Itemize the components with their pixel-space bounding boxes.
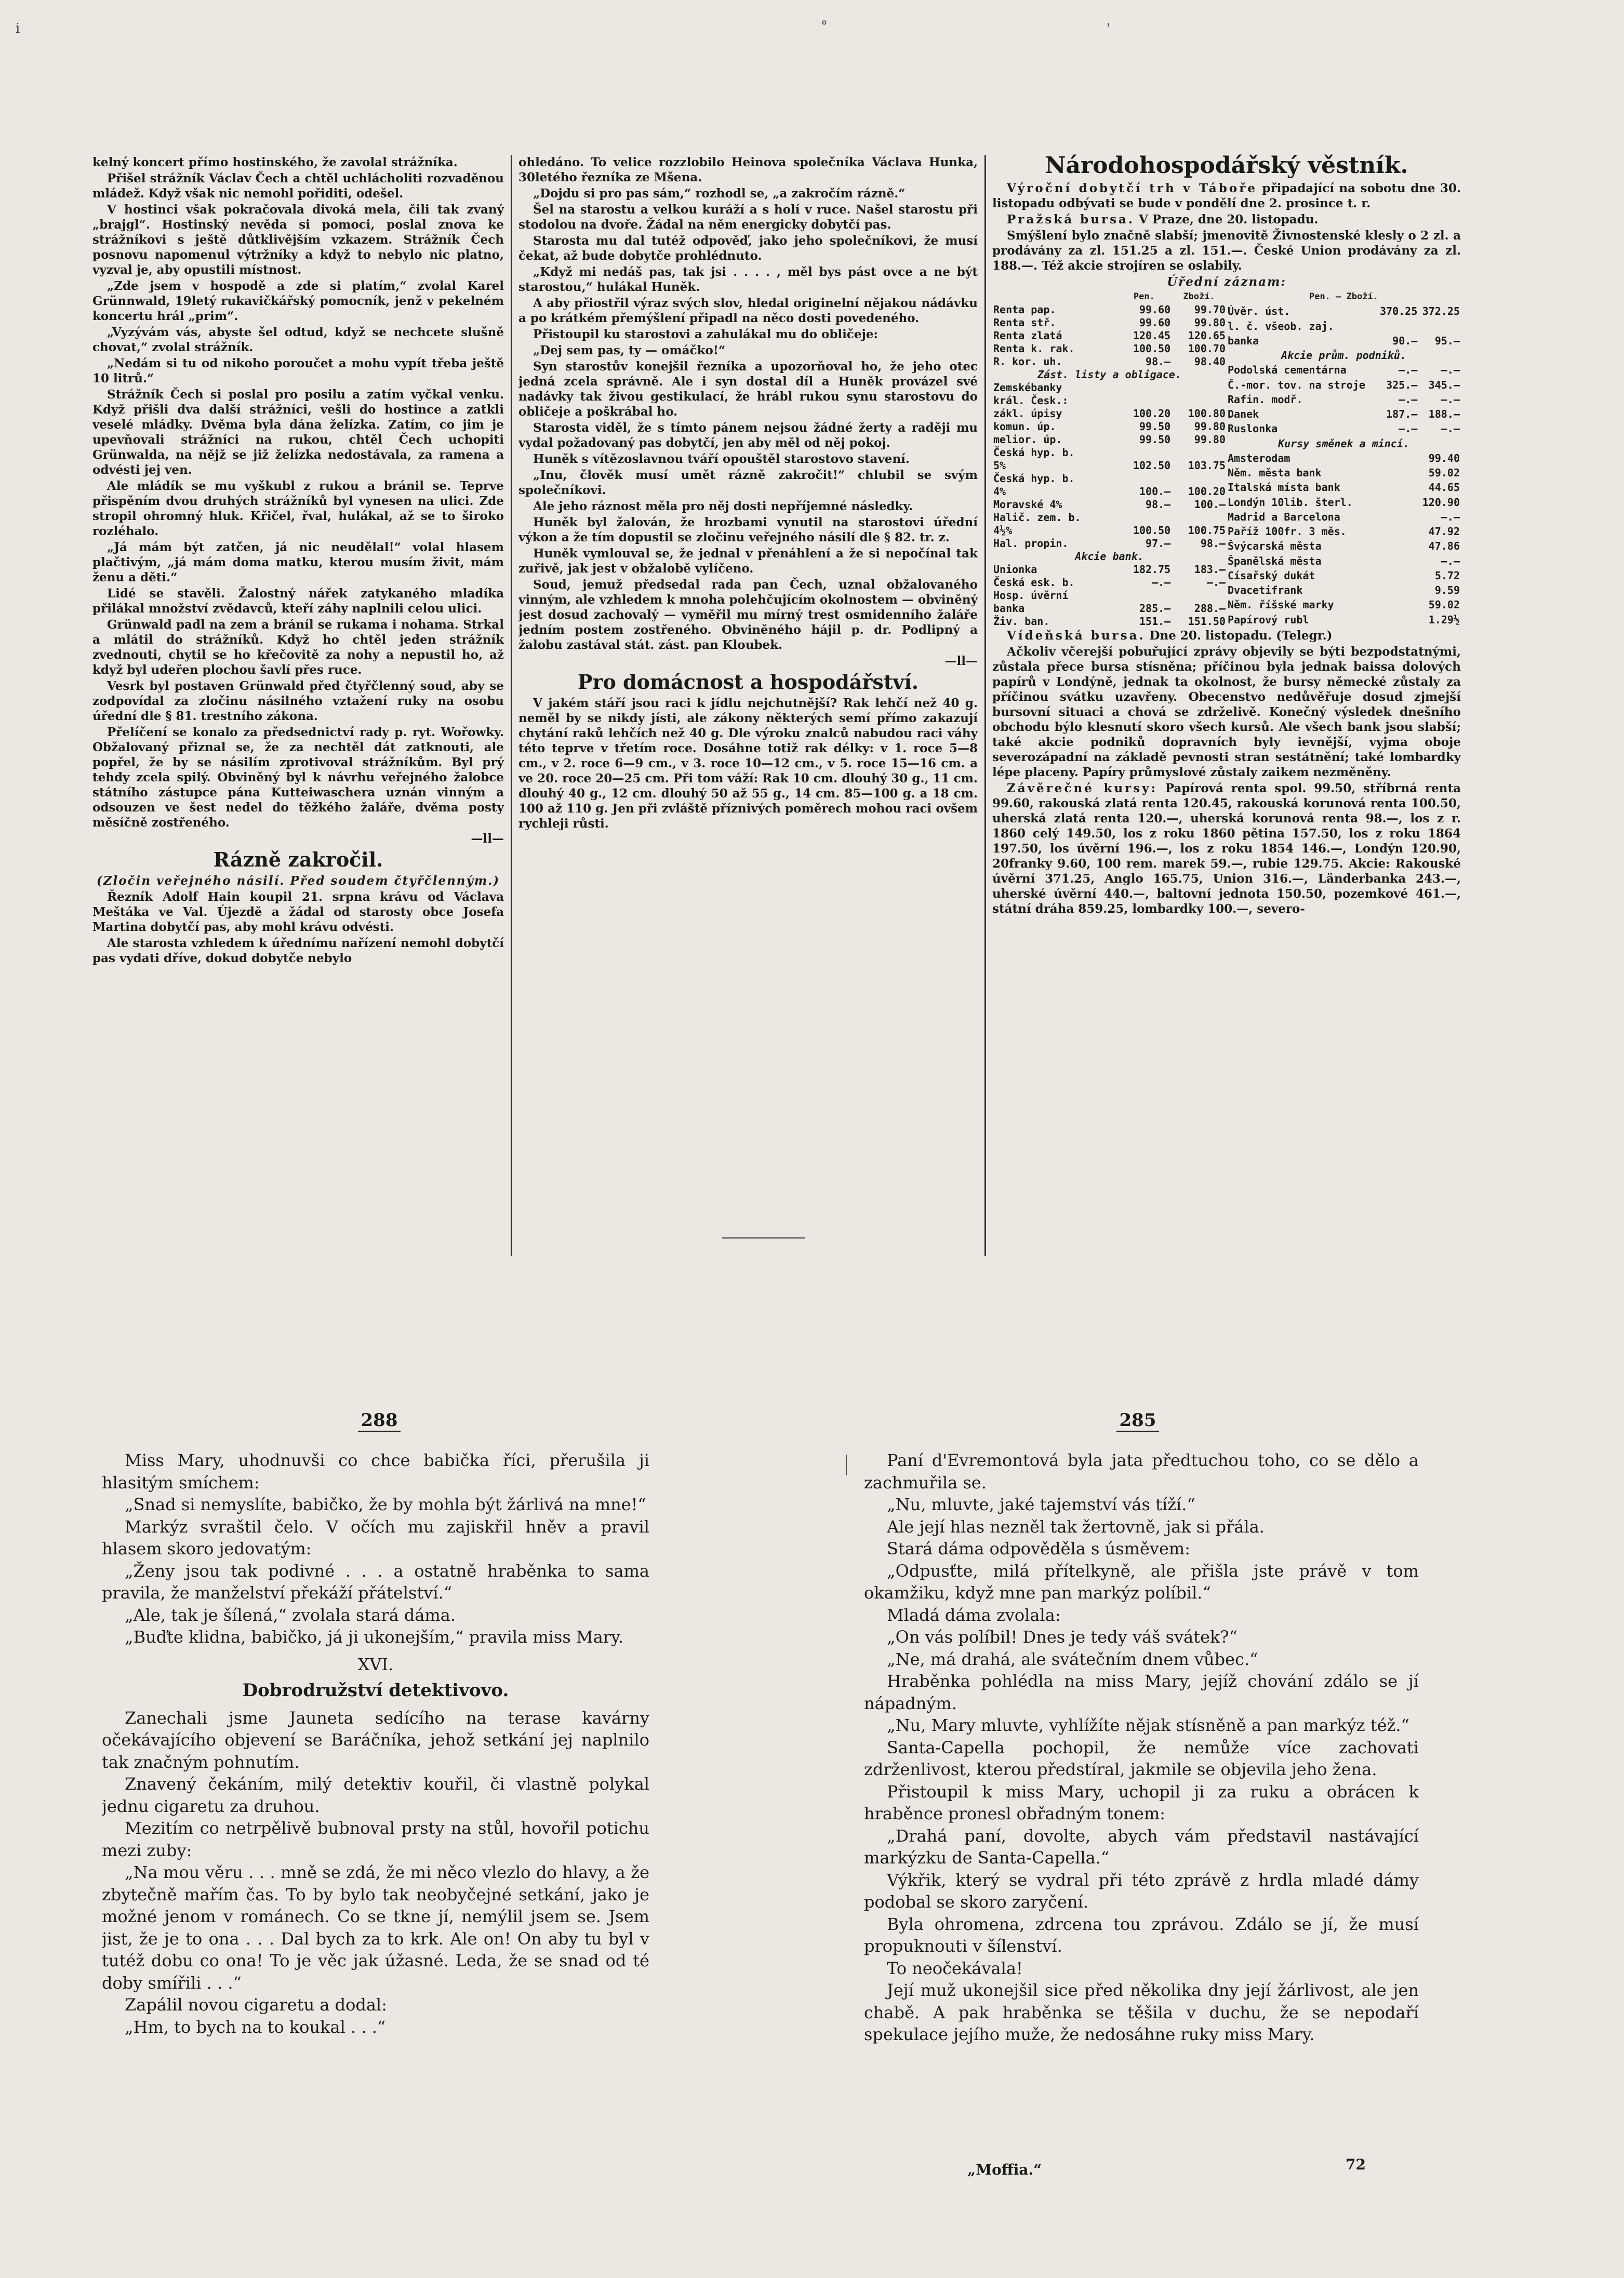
price-cell: 370.25 — [1380, 305, 1418, 318]
col1-paragraph: Ale starosta vzhledem k úřednímu nařízení nemohl dobytčí pas vydati dříve, dokud dobytče nebylo — [92, 936, 504, 965]
price-cell: —.— — [1399, 422, 1418, 435]
price-cell — [1376, 569, 1419, 584]
price-cell — [1172, 381, 1227, 394]
col1-paragraph: „Nedám si tu od nikoho poroučet a mohu vypít třeba ještě 10 litrů.“ — [92, 356, 504, 385]
price-cell — [1376, 452, 1419, 467]
price-cell: 98.— — [1146, 355, 1171, 368]
price-cell: 120.45 — [1133, 329, 1171, 342]
novel-paragraph: Hraběnka pohlédla na miss Mary, jejíž chování zdálo se jí nápadným. — [864, 1671, 1419, 1713]
novel-paragraph: „Odpusťte, milá přítelkyně, ale přišla jste právě v tom okamžiku, když mne pan markýz políbil.“ — [864, 1561, 1419, 1603]
price-cell — [1376, 540, 1419, 554]
security-name: Londýn 10lib. šterl. — [1228, 496, 1353, 509]
col2-paragraph: Huněk byl žalován, že hrozbami vynutil na starostovi úřední výkon a že tím dopustil se zločinu veřejného násilí dle § 82. tr. z. — [518, 515, 978, 544]
quote-row — [992, 511, 1227, 524]
novel-paragraph: „Hm, to bych na to koukal . . .“ — [125, 2017, 386, 2037]
price-cell: 100.20 — [1188, 485, 1226, 498]
exchange-row — [1227, 525, 1461, 540]
col1-paragraph: Grünwald padl na zem a bráníl se rukama i nohama. Strkal a mlátil do strážníků. Když ho chtěl jeden strážník zvednouti, chytil se ho křečovitě za nohy a nepustil ho, až když byl udeřen plochou šavlí přes ruce. — [92, 618, 504, 677]
novel-paragraph: Její muž ukonejšil sice před několika dny její žárlivost, ale jen chabě. A pak hraběnka se těšila v duchu, že se nepodaří spekulace jejího muže, že nedosáhne ruky miss Mary. — [864, 1980, 1419, 2044]
security-name: Danek — [1228, 408, 1259, 420]
news-column-2 — [518, 155, 978, 1225]
exchange-row — [1227, 555, 1461, 569]
price-cell — [1116, 394, 1172, 407]
price-cell: —.— — [1441, 510, 1460, 523]
quote-row — [1227, 364, 1461, 378]
gutter-mark — [846, 1455, 847, 1475]
price-cell: 98.40 — [1194, 355, 1226, 368]
price-cell: 182.75 — [1133, 563, 1171, 576]
column-divider — [511, 155, 512, 1256]
page-number-right: 285 — [1096, 1410, 1179, 1431]
price-cell: 100.20 — [1133, 407, 1171, 420]
col2-paragraph: „Když mi nedáš pas, tak jsi . . . . , měl bys pást ovce a ne být starostou,“ hulákal Huněk. — [518, 265, 978, 294]
col2-paragraph: ohledáno. To velice rozzlobilo Heinova společníka Václava Hunka, 30letého řezníka ze Mšena. — [518, 155, 978, 184]
price-cell: 47.86 — [1428, 540, 1460, 553]
price-cell — [1418, 320, 1461, 335]
security-name: Papírový rubl — [1228, 613, 1309, 626]
col2-paragraph: „Dej sem pas, ty — omáčko!“ — [533, 343, 726, 357]
novel-paragraph: Zapálil novou cigaretu a dodal: — [125, 1995, 387, 2015]
security-name: Unionka — [993, 563, 1037, 576]
col3-paragraph: Papírová renta spol. 99.50, stříbrná renta 99.60, rakouská zlatá renta 120.45, rakouská korunová renta 100.50, uherská zlatá renta 120.—, uherská korunová renta 98.—, los z r. 1860 celý 149.50, los z roku 1860 pětina 157.50, los z roku 1864 197.50, los úvěrní 196.—, los z roku 1854 146.—, Londýn 120.90, 20franky 9.60, 100 rem. marek 59.—, rubie 129.75. Akcie: Rakouské úvěrní 371.25, Anglo 165.75, Union 316.—, Länderbanka 243.—, uherské úvěrní 440.—, baltovní jednota 150.50, pozemkové 461.—, státní dráha 859.25, lombardky 100.—, severo- — [992, 781, 1461, 916]
quote-row — [1227, 335, 1461, 349]
col1-paragraph: Strážník Čech si poslal pro posilu a zatím vyčkal venku. Když přišli dva další strážníci, vešli do hostince a zatkli veselé mládky. Dvěma byla dána želízka. Zatím, co jim je upevňovali strážníci na rukou, chtěl Čech uchopiti Grünwalda, na nějž se již želízka nedostávala, za ramena a odvésti jej ven. — [92, 388, 504, 477]
security-name: Paříž 100fr. 3 měs. — [1228, 525, 1347, 538]
col1-paragraph: Řezník Adolf Hain koupil 21. srpna krávu od Václava Meštáka ve Val. Újezdě a žádal od starosty obce Josefa Martina dobytčí pas, aby mohl krávu odvésti. — [92, 890, 504, 934]
col2-paragraph: Přistoupil ku starostovi a zahulákal mu do obličeje: — [533, 327, 878, 341]
column-divider — [984, 155, 986, 1256]
exchange-row — [1227, 496, 1461, 511]
item-date: V Praze, dne 20. listopadu. — [1138, 212, 1319, 227]
novel-paragraph: Miss Mary, uhodnuvši co chce babička říci, přerušila ji hlasitým smíchem: — [102, 1450, 649, 1493]
novel-paragraph: Stará dáma odpověděla s úsměvem: — [887, 1539, 1191, 1558]
security-name: Renta stř. — [993, 316, 1056, 329]
price-cell: 95.— — [1434, 334, 1460, 347]
novel-paragraph: Markýz svraštil čelo. V očích mu zajiskřil hněv a pravil hlasem skoro jedovatým: — [102, 1516, 649, 1558]
security-name: Něm. říšské marky — [1228, 598, 1334, 611]
price-cell: —.— — [1152, 576, 1171, 589]
col1-paragraph: V hostinci však pokračovala divoká mela, čili tak zvaný „brajgl“. Hostinský nevěda si pomoci, poslal znova ke strážníkovi s ještě důtklivějším vzkazem. Strážník Čech posnovu napomenul výtržníky a když to nebylo nic platno, vyzval je, aby opustili místnost. — [92, 203, 504, 277]
novel-paragraph: „Ženy jsou tak podivné . . . a ostatně hraběnka to sama pravila, že manželství překáží přátelství.“ — [102, 1561, 649, 1603]
price-cell: 103.75 — [1188, 459, 1226, 472]
quote-row — [992, 537, 1227, 550]
exchange-row — [1227, 452, 1461, 467]
price-cell: 1.29½ — [1428, 613, 1460, 626]
security-name: R. kor. uh. — [993, 355, 1062, 368]
price-cell: 99.50 — [1139, 433, 1171, 446]
price-cell — [1376, 614, 1419, 629]
quote-row — [992, 615, 1227, 628]
quote-row — [992, 394, 1227, 407]
col2-paragraph: „Dojdu si pro pas sám,“ rozhodl se, „a zakročím rázně.“ — [533, 186, 906, 201]
quote-row — [992, 355, 1227, 368]
security-name: Česká hyp. b. — [993, 446, 1075, 459]
security-name: Zemskébanky — [993, 381, 1062, 394]
novel-paragraph: „Ale, tak je šílená,“ zvolala stará dáma. — [125, 1605, 456, 1625]
quote-row — [1227, 408, 1461, 422]
signature: —ll— — [944, 654, 978, 668]
quote-row — [992, 420, 1227, 433]
security-name: Rafin. modř. — [1228, 393, 1303, 406]
security-name: Halič. zem. b. — [993, 511, 1081, 524]
security-name: melior. úp. — [993, 433, 1062, 446]
col3-paragraph: Smýšlení bylo značně slabší; jmenovitě Živnostenské klesly o 2 zl. a prodávány za zl. 151.25 a zl. 151.—. České Union prodávány za zl. 188.—. Též akcie strojíren se oslabily. — [992, 229, 1461, 273]
price-cell — [1172, 472, 1227, 485]
price-cell: 100.— — [1139, 485, 1171, 498]
price-cell: 100.— — [1194, 498, 1226, 511]
col1-paragraph: „Zde jsem v hospodě a zde si platím,“ zvolal Karel Grünnwald, 19letý rukavičkářský pomocník, jenž v pekelném koncertu hrál „prim“. — [92, 279, 504, 323]
price-cell: —.— — [1206, 576, 1226, 589]
quote-row — [1227, 379, 1461, 393]
security-name: zákl. úpisy — [993, 407, 1062, 420]
price-cell: 99.60 — [1139, 316, 1171, 329]
security-name: Ruslonka — [1228, 422, 1278, 435]
exchange-row — [1227, 511, 1461, 525]
price-cell — [1172, 394, 1227, 407]
signature: —ll— — [471, 832, 504, 846]
news-column-1 — [92, 155, 504, 1251]
quote-row — [992, 459, 1227, 472]
security-name: l. č. všeob. zaj. — [1228, 319, 1334, 332]
novel-paragraph: Santa-Capella pochopil, že nemůže více zachovati zdrženlivost, kterou předstíral, jakmile se objevila jeho žena. — [864, 1737, 1419, 1779]
security-name: Hal. propin. — [993, 537, 1069, 550]
article-subheading: (Zločin veřejného násilí. Před soudem čtyřčlenným.) — [96, 874, 500, 888]
table-title: Úřední záznam: — [1167, 275, 1286, 289]
col2-paragraph: Soud, jemuž předsedal rada pan Čech, uznal obžalovaného vinným, ale vzhledem k mnoha polehčujícím okolnostem — obviněný jest dosud zachovalý — vyměřil mu mírný trest osmidenního žaláře jedním postem zostřeného. Obviněného hájil p. dr. Podlipný a žalobu zastával stát. zást. pan Kloubek. — [518, 578, 978, 652]
security-name: 4% — [993, 485, 1006, 498]
quote-row — [992, 485, 1227, 498]
price-cell: 183.— — [1194, 563, 1226, 576]
price-cell: 151.50 — [1188, 615, 1226, 628]
quote-row — [992, 602, 1227, 615]
price-cell: —.— — [1399, 364, 1418, 377]
table-section-row — [992, 550, 1227, 563]
security-name: Císařský dukát — [1228, 569, 1315, 582]
price-cell: 100.80 — [1188, 407, 1226, 420]
price-cell — [1116, 381, 1172, 394]
security-name: komun. úp. — [993, 420, 1056, 433]
price-cell: —.— — [1441, 364, 1460, 377]
column-header: Pen. — Zboží. — [1309, 291, 1379, 302]
price-cell: —.— — [1441, 554, 1460, 567]
col1-paragraph: Přišel strážník Václav Čech a chtěl uchlácholiti rozvaděnou mládež. Když však nic nemohl pořiditi, odešel. — [92, 171, 504, 201]
novel-paragraph: Byla ohromena, zdrcena tou zprávou. Zdálo se jí, že musí propuknouti v šílenství. — [864, 1914, 1419, 1956]
novel-paragraph: „On vás políbil! Dnes je tedy váš svátek?“ — [887, 1627, 1237, 1647]
security-name: 4½% — [993, 524, 1013, 537]
quote-row — [992, 472, 1227, 485]
page-number-left: 288 — [338, 1410, 421, 1431]
quote-row — [992, 342, 1227, 355]
security-name: Podolská cementárna — [1228, 364, 1347, 377]
price-cell: 90.— — [1392, 334, 1418, 347]
novel-paragraph: Znavený čekáním, milý detektiv kouřil, či vlastně polykal jednu cigaretu za druhou. — [102, 1774, 649, 1816]
item-heading: Vídeňská bursa. — [1007, 629, 1146, 643]
col1-paragraph: „Já mám být zatčen, já nic neudělal!“ volal hlasem plačtivým, „já mám doma matku, kterou musím živit, mám ženu a děti.“ — [92, 540, 504, 584]
quote-tables — [992, 290, 1461, 628]
security-name: Renta k. rak. — [993, 342, 1075, 355]
security-name: Česká esk. b. — [993, 576, 1075, 589]
exchange-row — [1227, 598, 1461, 613]
price-cell: 44.65 — [1428, 481, 1460, 494]
price-cell: 59.02 — [1428, 598, 1460, 611]
price-cell: 188.— — [1428, 408, 1460, 420]
corner-mark-center: ° — [821, 19, 828, 34]
item-heading: Pražská bursa. — [1007, 212, 1135, 227]
price-cell: 59.02 — [1428, 467, 1460, 479]
price-cell — [1116, 472, 1172, 485]
security-name: Madrid a Barcelona — [1228, 510, 1340, 523]
price-cell: 288.— — [1194, 602, 1226, 615]
col1-paragraph: Lidé se stavěli. Žalostný nářek zatykaného mladíka přilákal množství zvědavců, kteří záhy naplnili celou ulici. — [92, 587, 504, 616]
quote-row — [992, 381, 1227, 394]
price-cell — [1172, 589, 1227, 602]
col1-paragraph: Vesrk byl postaven Grünwald před čtyřčlenný soud, aby se zodpovídal za zločinu násilného vztažení ruky na osobu úřední dle § 81. trestního zákona. — [92, 679, 504, 723]
novel-paragraph: Přistoupil k miss Mary, uchopil ji za ruku a obrácen k hraběnce pronesl obřadným tonem: — [864, 1781, 1419, 1823]
price-cell — [1116, 511, 1172, 524]
security-name: Úvěr. úst. — [1228, 305, 1290, 318]
security-name: Moravské 4% — [993, 498, 1062, 511]
footer-signature: „Moffia.“ — [967, 2161, 1042, 2178]
table-section-row — [1227, 349, 1461, 364]
exchange-row — [1227, 614, 1461, 629]
novel-paragraph: Mladá dáma zvolala: — [887, 1605, 1061, 1625]
price-cell: 100.70 — [1188, 342, 1226, 355]
price-cell: 47.92 — [1428, 525, 1460, 538]
price-cell: 100.50 — [1133, 342, 1171, 355]
price-cell: 5.72 — [1434, 569, 1460, 582]
security-name: Něm. města bank — [1228, 467, 1322, 479]
price-cell — [1376, 555, 1419, 569]
col3-paragraph: Ačkoliv včerejší pobuřující zprávy objevily se býti bezpodstatnými, zůstala přece bursa stísněna; příčinou byla jednak baissa dolových papírů v Londýně, jednak ta okolnost, že bursy německé zůstaly za příčinou svátku uzavřeny. Obecenstvo nedůvěřuje dosud zjmejší bursovní situaci a chová se zdrželivě. Konečný výsledek dnešního obchodu býlo klesnutí skoro všech kursů. Ale všech bank jsou slabší; také akcie podniků dopravních byly ievnější, vyjma oboje severozápadní na základě pevnosti stran sestátnění; také lombardky lépe placeny. Papíry průmyslové zůstaly zaikem nezměněny. — [992, 645, 1461, 779]
table-section-row — [992, 368, 1227, 381]
price-cell: 372.25 — [1422, 305, 1460, 318]
quote-row — [1227, 305, 1461, 319]
quote-table-right — [1227, 290, 1461, 628]
novel-paragraph: „Buďte klidna, babičko, já ji ukonejším,“ pravila miss Mary. — [125, 1627, 624, 1647]
quote-row — [992, 329, 1227, 342]
novel-paragraph: Ale její hlas nezněl tak žertovně, jak si přála. — [887, 1516, 1264, 1537]
novel-page-right — [864, 1449, 1419, 2156]
price-cell — [1172, 446, 1227, 459]
price-cell: —.— — [1399, 393, 1418, 406]
price-cell: 99.80 — [1194, 316, 1226, 329]
price-cell: 99.60 — [1139, 303, 1171, 316]
price-cell: 285.— — [1139, 602, 1171, 615]
news-column-3 — [992, 152, 1461, 1258]
price-cell: 100.50 — [1133, 524, 1171, 537]
novel-paragraph: Výkřik, který se vydral při této zprávě z hrdla mladé dámy podobal se skoro zaryčení. — [864, 1870, 1419, 1912]
novel-paragraph: „Ne, má drahá, ale svátečním dnem vůbec.“ — [887, 1649, 1258, 1669]
col2-paragraph: Huněk vymlouval se, že jednal v přenáhlení a že si nepočínal tak zuřivě, jak jest v obžalobě vylíčeno. — [518, 547, 978, 576]
quote-row — [992, 563, 1227, 576]
security-name: Česká hyp. b. — [993, 472, 1075, 485]
price-cell: 120.90 — [1422, 496, 1460, 509]
price-cell: 99.70 — [1194, 303, 1226, 316]
article-heading: Rázně zakročil. — [213, 848, 383, 871]
novel-paragraph: Zanechali jsme Jauneta sedícího na terase kavárny očekávajícího objevení se Baráčníka, jehož setkání jej naplnilo tak značným pohnutím. — [102, 1708, 649, 1772]
column-header: Zboží. — [1183, 291, 1215, 302]
security-name: 5% — [993, 459, 1006, 472]
security-name: Č.-mor. tov. na stroje — [1228, 378, 1365, 391]
price-cell: 99.50 — [1139, 420, 1171, 433]
price-cell: 98.— — [1146, 498, 1171, 511]
price-cell — [1376, 511, 1419, 525]
price-cell — [1376, 496, 1419, 511]
price-cell: 99.80 — [1194, 420, 1226, 433]
security-name: banka — [1228, 334, 1259, 347]
col2-paragraph: Huněk s vítězoslavnou tváří opouštěl starostovo stavení. — [533, 452, 910, 466]
table-section-heading: Akcie prům. podniků. — [1281, 349, 1406, 362]
novel-paragraph: To neočekávala! — [887, 1958, 1023, 1978]
price-cell — [1116, 589, 1172, 602]
quote-row — [1227, 422, 1461, 437]
quote-row — [992, 303, 1227, 316]
item-heading: Výroční dobytčí trh v Táboře — [1007, 181, 1257, 195]
col1-paragraph: Přelíčení se konalo za předsednictví rady p. ryt. Wořowky. Obžalovaný přiznal se, že za nechtěl dát zatknouti, ale popřel, že by se násilím zprotivoval strážníkům. Byl prý tehdy zcela spilý. Obviněný byl k návrhu veřejného žalobce státního zástupce pána Kutteiwaschera uznán vinným a odsouzen ve šest nedel do těžkého žaláře, dvěma posty měsíčně zostřeného. — [92, 725, 504, 830]
security-name: banka — [993, 602, 1025, 615]
price-cell — [1376, 598, 1419, 613]
quote-table-left — [992, 290, 1227, 628]
quote-row — [992, 433, 1227, 446]
novel-paragraph: „Snad si nemyslíte, babičko, že by mohla být žárlivá na mne!“ — [125, 1495, 646, 1514]
table-section-heading: Zást. listy a obligace. — [1037, 368, 1181, 381]
security-name: Italská místa bank — [1228, 481, 1340, 494]
novel-paragraph: Paní d'Evremontová byla jata předtuchou toho, co se dělo a zachmuřila se. — [864, 1450, 1419, 1493]
col2-paragraph: V jakém stáří jsou raci k jídlu nejchutnější? Rak lehčí než 40 g. neměl by se nikdy jísti, ale zákony některých semí přímo zakazují chytání raků lehčích než 40 g. Dle výroku znalců nabudou raci váhy této teprve v třetím roce. Dosáhne totiž rak délky: v 1. roce 5—8 cm., v 2. roce 6—9 cm., v 3. roce 10—12 cm., v 5. roce 15—16 cm. a ve 20. roce 20—25 cm. Při tom váží: Rak 10 cm. dlouhý 30 g., 11 cm. dlouhý 40 g., 12 cm. dlouhý 50 až 55 g., 14 cm. 85—100 g. a 18 cm. 100 až 110 g. Jen při zvláště příznivých poměrech mohou raci ovšem rychleji růsti. — [518, 696, 978, 831]
security-name: Španělská města — [1228, 554, 1322, 567]
chapter-title: Dobrodružství detektivovo. — [242, 1680, 509, 1701]
quote-row — [992, 589, 1227, 602]
price-cell: 100.75 — [1188, 524, 1226, 537]
price-cell: 9.59 — [1434, 584, 1460, 596]
price-cell — [1376, 481, 1419, 496]
novel-paragraph: „Nu, mluvte, jaké tajemství vás tíží.“ — [887, 1495, 1195, 1514]
price-cell: 99.40 — [1428, 451, 1460, 464]
quote-row — [992, 407, 1227, 420]
col1-lead: kelný koncert přímo hostinského, že zavolal strážníka. — [92, 155, 458, 169]
col2-paragraph: Syn starostův konejšil řezníka a upozorňoval ho, že jeho otec jedná zcela správně. Ale i syn dostal díl a Huněk provázel své nadávky tak živou gestikulací, že hrábl rukou synu starostovu do obličeje a poškrábal ho. — [518, 359, 978, 419]
price-cell — [1376, 467, 1419, 481]
col3-paragraph: připadající na sobotu dne 30. listopadu odbývati se bude v pondělí dne 2. prosince t. r. — [992, 181, 1461, 210]
quote-row — [992, 576, 1227, 589]
article-heading: Pro domácnost a hospodářství. — [577, 670, 919, 694]
novel-paragraph: „Drahá paní, dovolte, abych vám představil nastávající markýzku de Santa-Capella.“ — [864, 1826, 1419, 1868]
price-cell: 187.— — [1386, 408, 1418, 420]
novel-paragraph: „Na mou věru . . . mně se zdá, že mi něco vlezlo do hlavy, a že zbytečně mařím čas. To by bylo tak neobyčejné setkání, jako je možné jenom v románech. Co se tkne jí, nemýlil jsem se. Jsem jist, že je to ona . . . Dal bych za to krk. Ale on! On aby tu byl v tutéž dobu co ona! To je věc jak úžasné. Leda, že se snad od té doby smířili . . .“ — [102, 1862, 649, 1993]
price-cell: 97.— — [1146, 537, 1171, 550]
corner-mark-right: ' — [1107, 21, 1111, 36]
col1-paragraph: Ale mládík se mu vyškubl z rukou a bránil se. Teprve přispěním dvou druhých strážníků byl vynesen na ulici. Zde stropil ohromný hluk. Křičel, řval, hulákal, až se to široko rozléhalo. — [92, 479, 504, 538]
price-cell: 98.— — [1200, 537, 1226, 550]
exchange-row — [1227, 467, 1461, 481]
quote-row — [992, 524, 1227, 537]
exchange-row — [1227, 569, 1461, 584]
price-cell: 345.— — [1428, 378, 1460, 391]
security-name: Živ. ban. — [993, 615, 1050, 628]
table-section-heading: Kursy směnek a mincí. — [1278, 437, 1409, 450]
price-cell — [1376, 584, 1419, 598]
price-cell — [1116, 446, 1172, 459]
quote-row — [992, 498, 1227, 511]
price-cell — [1376, 320, 1419, 335]
price-cell: 151.— — [1139, 615, 1171, 628]
quote-row — [992, 316, 1227, 329]
col1-paragraph: „Vyzývám vás, abyste šel odtud, když se nechcete slušně chovat,“ zvolal strážník. — [92, 325, 504, 354]
col2-paragraph: Ale jeho ráznost měla pro něj dosti nepříjemné následky. — [533, 499, 913, 513]
col2-paragraph: „Inu, člověk musí umět rázně zakročit!“ chlubil se svým společníkovi. — [518, 468, 978, 497]
price-cell: 325.— — [1386, 378, 1418, 391]
security-name: Švýcarská města — [1228, 540, 1322, 553]
quote-row — [1227, 320, 1461, 335]
price-cell: 102.50 — [1133, 459, 1171, 472]
col2-paragraph: Šel na starostu a velkou kuráží a s holí v ruce. Našel starostu při stodolou na dvoře. Žádal na něm energicky dobytčí pas. — [518, 203, 978, 232]
price-cell — [1376, 525, 1419, 540]
table-section-heading: Akcie bank. — [1075, 550, 1144, 563]
price-cell: —.— — [1441, 393, 1460, 406]
footer-folio: 72 — [1346, 2156, 1366, 2173]
price-cell: 99.80 — [1194, 433, 1226, 446]
item-heading: Závěrečné kursy: — [1007, 781, 1158, 795]
security-name: Renta zlatá — [993, 329, 1062, 342]
novel-paragraph: „Nu, Mary mluvte, vyhlížíte nějak stísněně a pan markýz též.“ — [887, 1715, 1409, 1735]
section-rule — [722, 1237, 805, 1238]
table-section-row — [1227, 437, 1461, 452]
security-name: Dvacetifrank — [1228, 584, 1303, 596]
corner-mark-left: i — [16, 21, 20, 36]
security-name: Renta pap. — [993, 303, 1056, 316]
security-name: Hosp. úvěrní — [993, 589, 1069, 602]
exchange-row — [1227, 540, 1461, 554]
quote-row — [992, 446, 1227, 459]
col2-paragraph: A aby přiostřil výraz svých slov, hledal originelní nějakou nádávku a po krátkém přemýšlení připadl na něco dosti povedeného. — [518, 296, 978, 325]
col2-paragraph: Starosta viděl, že s tímto pánem nejsou žádné žerty a raději mu vydal požadovaný pas dobytčí, jen aby měl od něj pokoj. — [518, 421, 978, 450]
column-header: Pen. — [1133, 291, 1155, 302]
price-cell — [1172, 511, 1227, 524]
quote-row — [1227, 393, 1461, 408]
col2-paragraph: Starosta mu dal tutéž odpověď, jako jeho společníkovi, že musí čekat, až bude dobytče prohlédnuto. — [518, 234, 978, 263]
security-name: král. Česk.: — [993, 394, 1069, 407]
novel-paragraph: Mezitím co netrpělivě bubnoval prsty na stůl, hovořil potichu mezi zuby: — [102, 1818, 649, 1860]
price-cell: —.— — [1441, 422, 1460, 435]
security-name: Amsterodam — [1228, 451, 1290, 464]
novel-page-left — [102, 1449, 649, 2156]
chapter-number: XVI. — [357, 1654, 394, 1674]
exchange-row — [1227, 481, 1461, 496]
item-date: Dne 20. listopadu. (Telegr.) — [1149, 629, 1333, 643]
price-cell: 120.65 — [1188, 329, 1226, 342]
exchange-row — [1227, 584, 1461, 598]
section-title: Národohospodářský věstník. — [1045, 152, 1408, 179]
